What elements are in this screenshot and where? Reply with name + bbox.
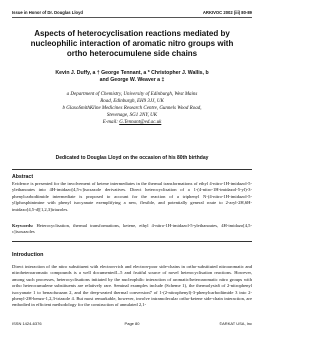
affiliation-a-line-2: Road, Edinburgh, EH9 3JJ, UK (100, 99, 164, 104)
abstract-heading: Abstract (12, 174, 34, 180)
authors-line-2: and George W. Weaver a ‡ (99, 77, 165, 83)
paper-title: Aspects of heterocyclisation reactions mediated by nucleophilic interaction of aromatic nitro groups with ortho heterocumulene side chains (30, 29, 234, 58)
introduction-text: Direct interaction of the nitro substituent with electron-rich and electron-poor side-chains in ortho-substituted nitroaromatic and nitroheteroaromatic compounds is a well documented1–5 and fruitful source of novel heterocyclisation reactions. However, among such processes, heterocyclisations initiated by the nucleophilic interaction of aromatic/heteroaromatic nitro groups with ortho heterocumulene substituents are relatively rare. Seminal examples include (Scheme 1), the thermolysis6 of 2-nitrophenyl isocyanate 1 to benzofurazan 2, and the deep-seated thermal conversion7 of 1-(2-nitrophenyl)-3-phenylcarbodiimide 3 into 2-phenyl-2H-benzo-1,2,3-triazole 4. But most remarkable, however, involve intramolecular ortho-ketene side-chain interaction, are embodied in efficient methodology for the construction of annulated 2,1- (12, 264, 252, 308)
email-label: E-mail: (102, 120, 120, 125)
author-list (20, 70, 244, 84)
keywords-label: Keywords: (12, 223, 37, 228)
header-issue: Issue in Honor of Dr. Douglas Lloyd (12, 10, 83, 15)
header-journal: ARKIVOC 2002 (iii) 80-89 (202, 10, 252, 15)
affiliation-b-line-1: b GlaxoSmithKline Medicines Research Centre, Gunnels Wood Road, (62, 106, 202, 111)
keywords-text: Heterocyclisation, thermal transformations, ketene, ethyl 4-nitro-1H-imidazol-5-ylethanoates, 4H-imidazo[4,5-c]isoxazoles (12, 223, 252, 235)
footer-issn: ISSN 1424-6376 (12, 321, 42, 326)
header-divider (12, 17, 252, 18)
abstract-top-rule (12, 169, 252, 170)
authors-line-1: Kevin J. Duffy, a † George Tennant, a * Christopher J. Wallis, b (55, 70, 209, 76)
affiliation-a-line-1: a Department of Chemistry, University of Edinburgh, West Mains (66, 92, 198, 97)
introduction-heading: Introduction (12, 252, 44, 258)
abstract-bottom-rule (12, 241, 252, 242)
email-line (40, 119, 224, 126)
keywords (12, 223, 252, 236)
page-footer (12, 321, 252, 329)
footer-page: Page 80 (124, 321, 140, 326)
affiliation-b-line-2: Stevenage, SG1 2NY, UK (106, 113, 158, 118)
abstract-text: Evidence is presented for the involvement of ketene intermediates in the thermal transformations of ethyl 4-nitro-1H-imidazol-5-ylethanoates into 4H-imidazo[4,5-c]isoxazole derivatives. Direct heterocyclisation of a 1-(4-nitro-1H-imidazol-5-yl)-3-phenylcarbodiimide intermediate is proposed to account for the reaction of a triphenyl N-(4-nitro-1H-imidazol-5-yl)phosphinimine with phenyl isocyanate exemplifying a new, flexible, and potentially general route to 2-aryl-2H,6H-imidazo[4,5-d][1,2,3]triazoles. (12, 181, 252, 212)
email-link[interactable]: G.Tennant@ed.ac.uk (119, 120, 162, 125)
dedication: Dedicated to Douglas Lloyd on the occasion of his 80th birthday (55, 155, 209, 161)
affiliations (40, 91, 224, 126)
footer-copyright: ©ARKAT USA, Inc (219, 321, 252, 326)
